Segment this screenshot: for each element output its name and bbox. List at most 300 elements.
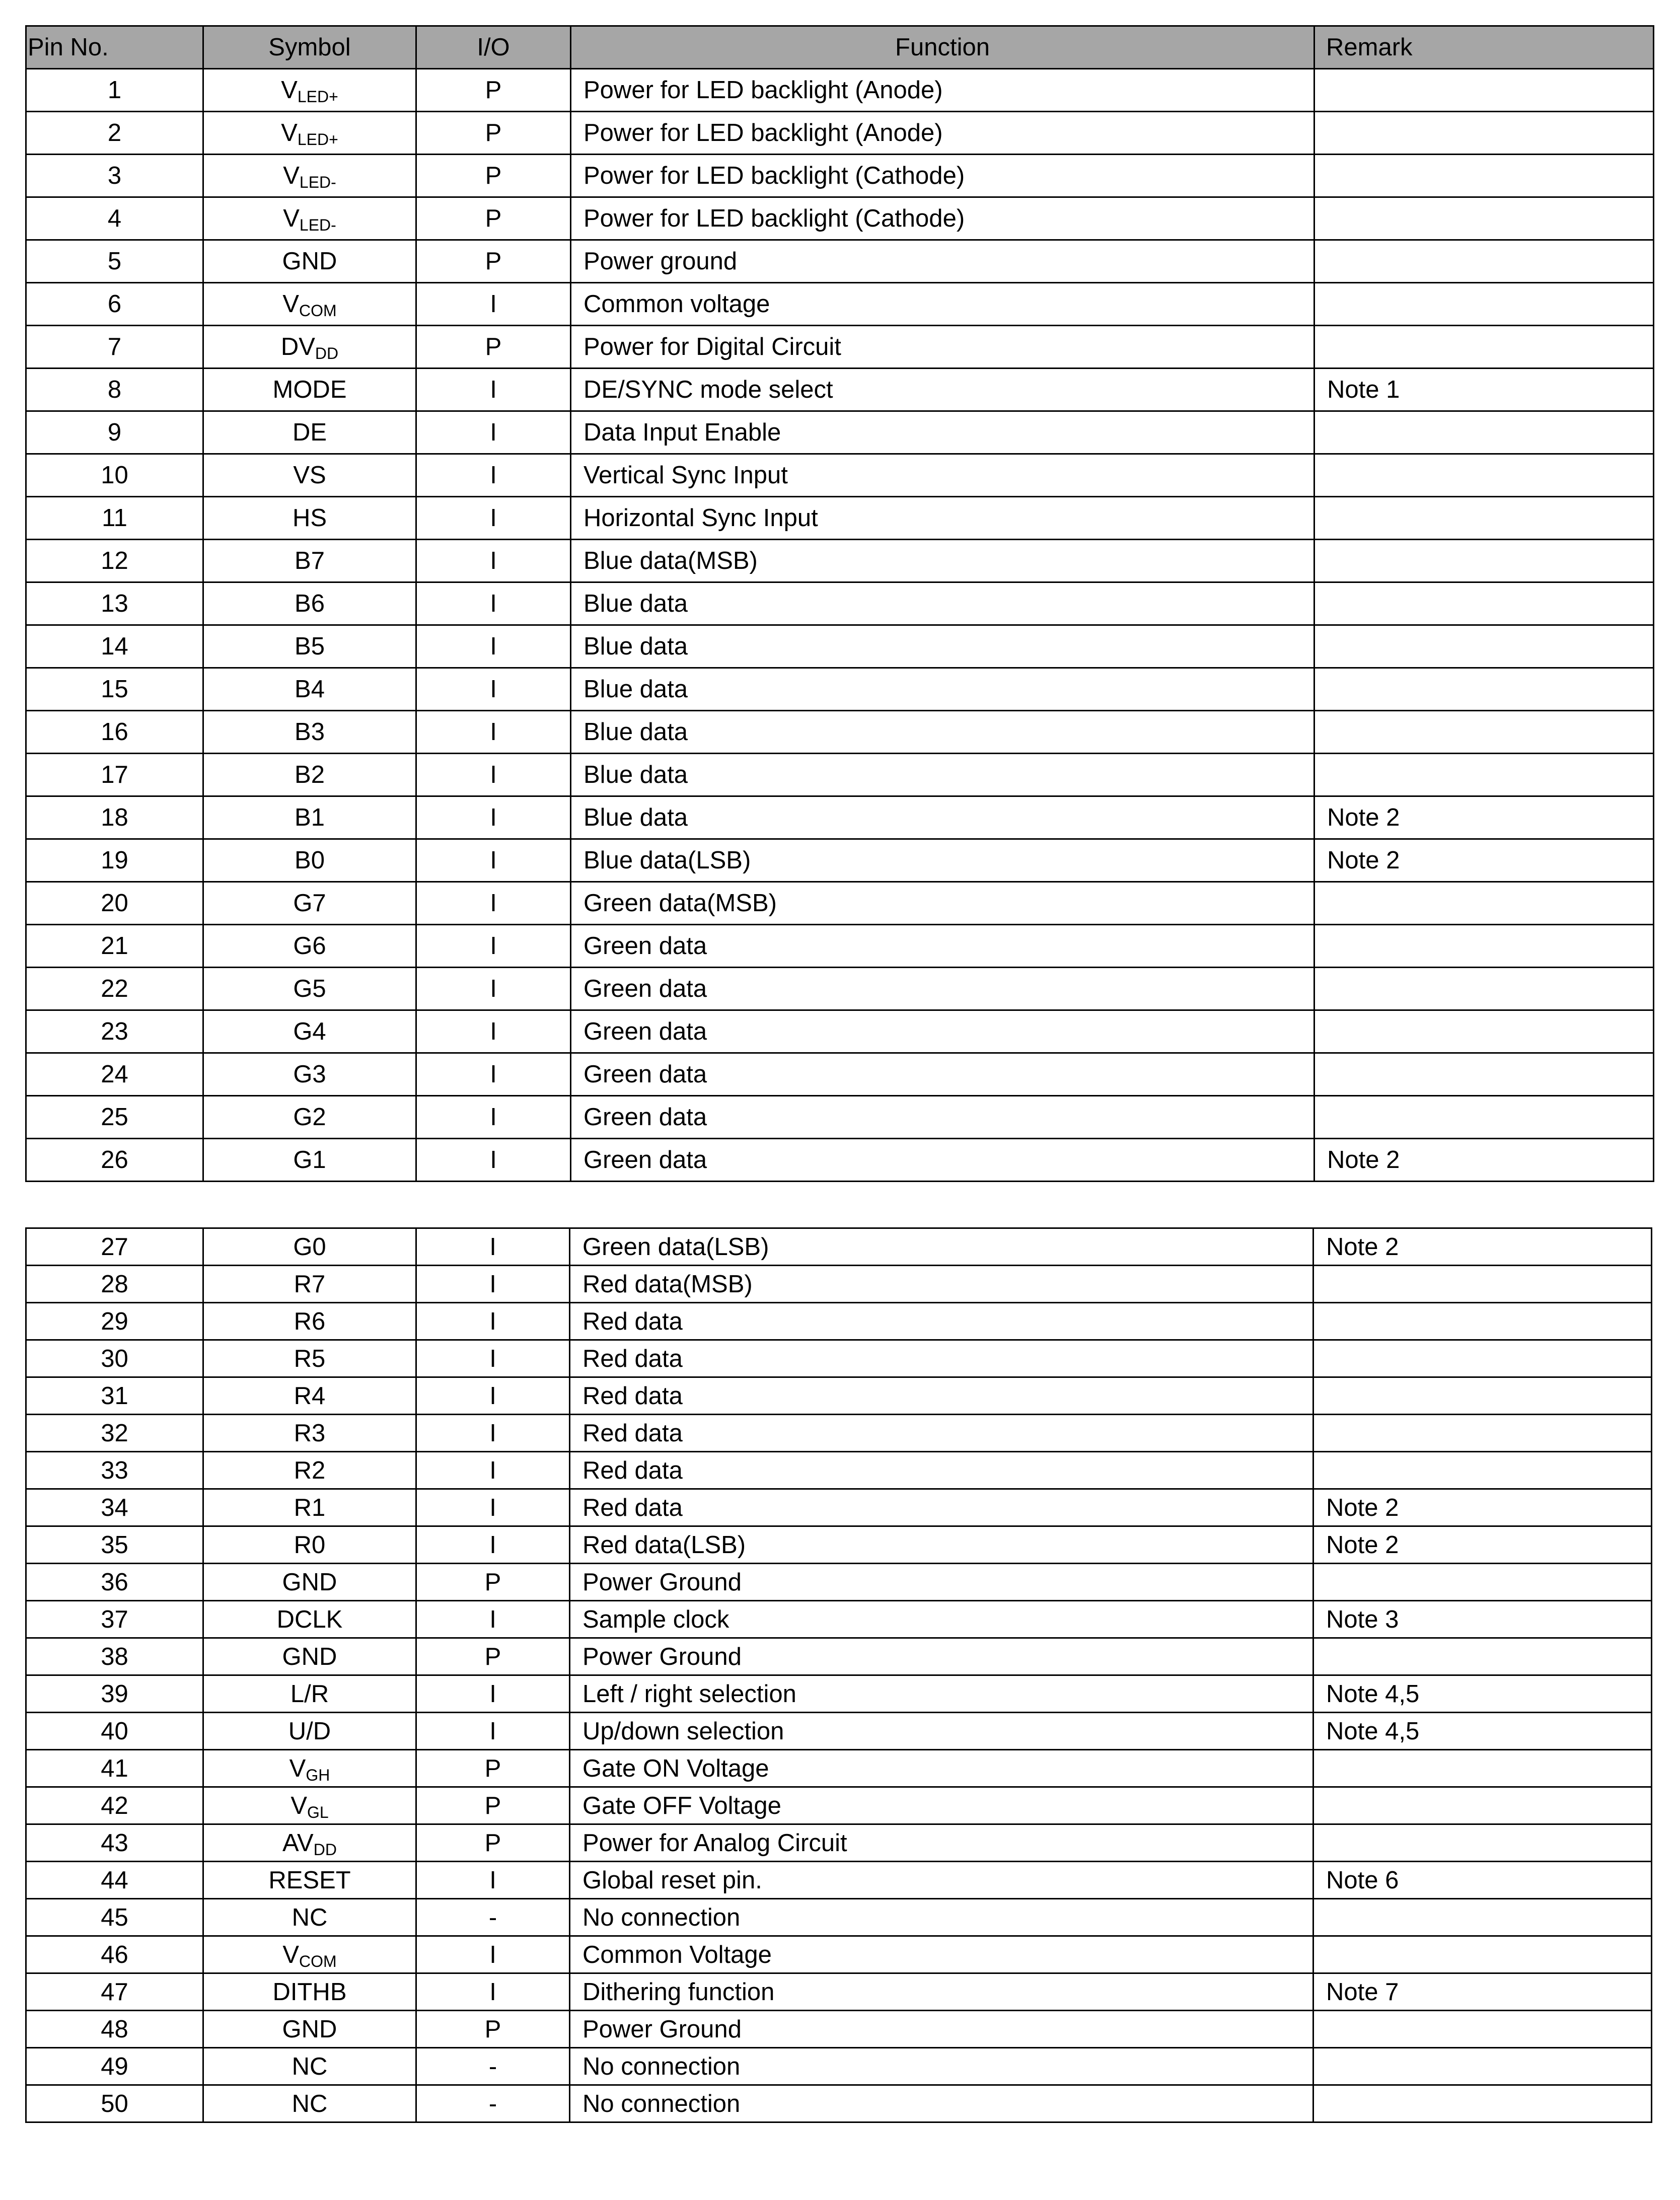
function-cell: Data Input Enable — [571, 411, 1314, 454]
table-row — [26, 326, 1654, 369]
pin-number-cell: 19 — [26, 839, 203, 882]
pin-number-cell: 37 — [26, 1601, 203, 1638]
function-cell: Red data(MSB) — [570, 1266, 1313, 1303]
symbol-cell — [203, 454, 416, 497]
symbol-text: V — [282, 1941, 300, 1968]
symbol-text: R0 — [294, 1531, 326, 1559]
function-cell: Gate ON Voltage — [570, 1750, 1313, 1787]
io-type-cell: P — [416, 326, 571, 369]
function-cell: No connection — [570, 2085, 1313, 2122]
symbol-cell — [203, 882, 416, 925]
remark-cell — [1314, 1096, 1654, 1139]
io-type-cell: I — [416, 1675, 570, 1713]
symbol-cell — [203, 1489, 416, 1526]
io-type-cell: I — [416, 1601, 570, 1638]
function-cell: Sample clock — [570, 1601, 1313, 1638]
table-row — [26, 1973, 1652, 2011]
table-row — [26, 1489, 1652, 1526]
remark-cell — [1314, 69, 1654, 112]
remark-cell: Note 2 — [1314, 796, 1654, 839]
function-cell: Green data — [571, 968, 1314, 1010]
pin-number-cell: 50 — [26, 2085, 203, 2122]
symbol-subscript: COM — [299, 1952, 337, 1970]
remark-cell — [1314, 925, 1654, 968]
io-type-cell: P — [416, 112, 571, 155]
io-type-cell: I — [416, 668, 571, 711]
io-type-cell: I — [416, 625, 571, 668]
pin-number-cell: 27 — [26, 1228, 203, 1266]
function-cell: No connection — [570, 2048, 1313, 2085]
symbol-cell — [203, 540, 416, 582]
table-row — [26, 1415, 1652, 1452]
symbol-subscript: DD — [313, 1840, 337, 1859]
remark-cell — [1313, 2011, 1652, 2048]
symbol-text: V — [281, 119, 298, 146]
symbol-text: B0 — [295, 847, 325, 874]
io-type-cell: I — [416, 1862, 570, 1899]
symbol-cell — [203, 411, 416, 454]
symbol-text: V — [283, 205, 300, 232]
function-cell: Green data(MSB) — [571, 882, 1314, 925]
table-row — [26, 1750, 1652, 1787]
pin-number-cell: 31 — [26, 1377, 203, 1415]
io-type-cell: I — [416, 1415, 570, 1452]
pin-number-cell: 17 — [26, 754, 203, 796]
table-row — [26, 283, 1654, 326]
io-type-cell: I — [416, 968, 571, 1010]
symbol-cell — [203, 582, 416, 625]
symbol-subscript: GH — [306, 1766, 330, 1784]
io-type-cell: - — [416, 1899, 570, 1936]
io-type-cell: P — [416, 1824, 570, 1862]
remark-cell — [1314, 540, 1654, 582]
symbol-cell — [203, 1899, 416, 1936]
remark-cell — [1313, 1303, 1652, 1340]
function-cell: Red data — [570, 1340, 1313, 1377]
remark-cell — [1313, 1266, 1652, 1303]
io-type-cell: I — [416, 711, 571, 754]
function-cell: Blue data(LSB) — [571, 839, 1314, 882]
function-cell: Vertical Sync Input — [571, 454, 1314, 497]
symbol-cell — [203, 1601, 416, 1638]
io-type-cell: I — [416, 1303, 570, 1340]
function-cell: Gate OFF Voltage — [570, 1787, 1313, 1824]
remark-cell — [1313, 1564, 1652, 1601]
remark-cell — [1314, 582, 1654, 625]
symbol-cell — [203, 839, 416, 882]
symbol-text: GND — [282, 2015, 337, 2043]
io-type-cell: I — [416, 540, 571, 582]
io-type-cell: I — [416, 882, 571, 925]
remark-cell — [1314, 711, 1654, 754]
symbol-cell — [203, 155, 416, 197]
pin-number-cell: 14 — [26, 625, 203, 668]
symbol-text: V — [289, 1754, 306, 1782]
table-row — [26, 454, 1654, 497]
table-row — [26, 1638, 1652, 1675]
symbol-text: DV — [280, 333, 315, 360]
function-cell: Red data — [570, 1452, 1313, 1489]
function-cell: Power for LED backlight (Anode) — [571, 112, 1314, 155]
symbol-text: G0 — [293, 1233, 326, 1261]
table-row — [26, 540, 1654, 582]
pin-number-cell: 48 — [26, 2011, 203, 2048]
io-type-cell: I — [416, 839, 571, 882]
symbol-text: DITHB — [272, 1978, 347, 2006]
symbol-cell — [203, 1340, 416, 1377]
remark-cell — [1313, 1340, 1652, 1377]
pin-number-cell: 23 — [26, 1010, 203, 1053]
symbol-text: R1 — [294, 1494, 326, 1521]
table-row — [26, 754, 1654, 796]
pin-number-cell: 4 — [26, 197, 203, 240]
remark-cell — [1313, 1750, 1652, 1787]
io-type-cell: - — [416, 2048, 570, 2085]
symbol-text: AV — [282, 1829, 314, 1857]
table-row — [26, 882, 1654, 925]
table-row — [26, 968, 1654, 1010]
symbol-text: GND — [282, 1643, 337, 1670]
pin-number-cell: 46 — [26, 1936, 203, 1973]
io-type-cell: I — [416, 1266, 570, 1303]
table-row — [26, 1340, 1652, 1377]
pin-number-cell: 26 — [26, 1139, 203, 1182]
symbol-cell — [203, 925, 416, 968]
table-row — [26, 411, 1654, 454]
symbol-text: G1 — [293, 1146, 326, 1174]
symbol-text: RESET — [268, 1866, 351, 1894]
io-type-cell: P — [416, 1750, 570, 1787]
symbol-text: B5 — [295, 633, 325, 660]
symbol-subscript: LED+ — [297, 130, 338, 149]
table-row — [26, 1139, 1654, 1182]
table-row — [26, 1266, 1652, 1303]
function-cell: Green data — [571, 925, 1314, 968]
io-type-cell: I — [416, 411, 571, 454]
symbol-cell — [203, 1973, 416, 2011]
remark-cell — [1314, 411, 1654, 454]
remark-cell — [1314, 454, 1654, 497]
pin-number-cell: 11 — [26, 497, 203, 540]
io-type-cell: I — [416, 497, 571, 540]
table-row — [26, 839, 1654, 882]
remark-cell: Note 2 — [1314, 839, 1654, 882]
pin-number-cell: 8 — [26, 369, 203, 411]
pin-number-cell: 22 — [26, 968, 203, 1010]
pin-number-cell: 42 — [26, 1787, 203, 1824]
remark-cell: Note 3 — [1313, 1601, 1652, 1638]
function-cell: Up/down selection — [570, 1713, 1313, 1750]
io-type-cell: I — [416, 1377, 570, 1415]
symbol-cell — [203, 1228, 416, 1266]
symbol-cell — [203, 968, 416, 1010]
io-type-cell: I — [416, 1340, 570, 1377]
function-cell: Power for LED backlight (Anode) — [571, 69, 1314, 112]
function-cell: Blue data — [571, 754, 1314, 796]
remark-cell — [1314, 326, 1654, 369]
symbol-text: L/R — [290, 1680, 329, 1708]
function-cell: Power for Digital Circuit — [571, 326, 1314, 369]
function-cell: Power Ground — [570, 2011, 1313, 2048]
pin-number-cell: 10 — [26, 454, 203, 497]
remark-cell: Note 4,5 — [1313, 1675, 1652, 1713]
io-type-cell: P — [416, 240, 571, 283]
pin-number-cell: 24 — [26, 1053, 203, 1096]
function-cell: Power for LED backlight (Cathode) — [571, 155, 1314, 197]
function-cell: Red data — [570, 1415, 1313, 1452]
symbol-cell — [203, 1638, 416, 1675]
pin-number-cell: 6 — [26, 283, 203, 326]
pin-number-cell: 49 — [26, 2048, 203, 2085]
table-row — [26, 240, 1654, 283]
symbol-subscript: LED- — [299, 216, 336, 234]
header-function: Function — [571, 26, 1314, 69]
header-io: I/O — [416, 26, 571, 69]
table-row — [26, 582, 1654, 625]
symbol-text: V — [283, 162, 300, 189]
remark-cell — [1313, 2048, 1652, 2085]
symbol-text: G4 — [293, 1018, 326, 1045]
remark-cell: Note 2 — [1313, 1526, 1652, 1564]
pin-number-cell: 47 — [26, 1973, 203, 2011]
remark-cell — [1314, 1053, 1654, 1096]
pin-number-cell: 20 — [26, 882, 203, 925]
remark-cell — [1313, 1824, 1652, 1862]
function-cell: Red data — [570, 1377, 1313, 1415]
pin-number-cell: 34 — [26, 1489, 203, 1526]
symbol-cell — [203, 1824, 416, 1862]
remark-cell — [1314, 754, 1654, 796]
table-row — [26, 197, 1654, 240]
symbol-text: G5 — [293, 975, 326, 1002]
symbol-text: B7 — [295, 547, 325, 574]
remark-cell — [1314, 283, 1654, 326]
pin-number-cell: 30 — [26, 1340, 203, 1377]
table-row — [26, 1564, 1652, 1601]
table-row — [26, 711, 1654, 754]
symbol-text: R7 — [294, 1270, 326, 1298]
symbol-cell — [203, 1936, 416, 1973]
symbol-cell — [203, 668, 416, 711]
symbol-cell — [203, 711, 416, 754]
table-row — [26, 796, 1654, 839]
symbol-cell — [203, 369, 416, 411]
io-type-cell: I — [416, 1228, 570, 1266]
symbol-cell — [203, 1564, 416, 1601]
remark-cell — [1314, 968, 1654, 1010]
symbol-cell — [203, 625, 416, 668]
header-symbol: Symbol — [203, 26, 416, 69]
symbol-cell — [203, 112, 416, 155]
remark-cell: Note 4,5 — [1313, 1713, 1652, 1750]
symbol-cell — [203, 69, 416, 112]
table-row — [26, 1675, 1652, 1713]
symbol-text: B2 — [295, 761, 325, 788]
symbol-text: V — [290, 1792, 307, 1819]
io-type-cell: I — [416, 582, 571, 625]
remark-cell — [1314, 497, 1654, 540]
symbol-subscript: GL — [307, 1803, 329, 1821]
table-row — [26, 668, 1654, 711]
function-cell: Green data(LSB) — [570, 1228, 1313, 1266]
io-type-cell: I — [416, 454, 571, 497]
table-row — [26, 2011, 1652, 2048]
table-row — [26, 1452, 1652, 1489]
table-row — [26, 1526, 1652, 1564]
symbol-cell — [203, 1377, 416, 1415]
function-cell: DE/SYNC mode select — [571, 369, 1314, 411]
remark-cell: Note 2 — [1313, 1489, 1652, 1526]
table-row — [26, 1096, 1654, 1139]
symbol-text: MODE — [272, 376, 347, 403]
symbol-cell — [203, 240, 416, 283]
function-cell: Blue data — [571, 796, 1314, 839]
symbol-cell — [203, 2011, 416, 2048]
pin-number-cell: 39 — [26, 1675, 203, 1713]
pin-number-cell: 28 — [26, 1266, 203, 1303]
io-type-cell: P — [416, 155, 571, 197]
pin-number-cell: 33 — [26, 1452, 203, 1489]
symbol-cell — [203, 1713, 416, 1750]
pin-table-part2 — [25, 1227, 1652, 2123]
symbol-text: U/D — [288, 1717, 331, 1745]
table-row — [26, 2085, 1652, 2122]
table-row — [26, 1601, 1652, 1638]
pin-number-cell: 32 — [26, 1415, 203, 1452]
pin-number-cell: 9 — [26, 411, 203, 454]
function-cell: Green data — [571, 1010, 1314, 1053]
io-type-cell: I — [416, 1139, 571, 1182]
io-type-cell: I — [416, 1936, 570, 1973]
pin-number-cell: 29 — [26, 1303, 203, 1340]
io-type-cell: I — [416, 283, 571, 326]
symbol-cell — [203, 796, 416, 839]
remark-cell — [1313, 2085, 1652, 2122]
pin-number-cell: 12 — [26, 540, 203, 582]
table-header-row — [26, 26, 1654, 69]
pin-number-cell: 13 — [26, 582, 203, 625]
table-row — [26, 1303, 1652, 1340]
remark-cell — [1314, 197, 1654, 240]
function-cell: Red data — [570, 1489, 1313, 1526]
function-cell: Green data — [571, 1053, 1314, 1096]
symbol-text: B6 — [295, 590, 325, 617]
remark-cell: Note 2 — [1313, 1228, 1652, 1266]
pin-number-cell: 40 — [26, 1713, 203, 1750]
symbol-cell — [203, 497, 416, 540]
remark-cell: Note 6 — [1313, 1862, 1652, 1899]
table-row — [26, 1377, 1652, 1415]
table-row — [26, 1936, 1652, 1973]
table-row — [26, 369, 1654, 411]
remark-cell — [1313, 1936, 1652, 1973]
function-cell: Blue data — [571, 625, 1314, 668]
symbol-cell — [203, 1750, 416, 1787]
io-type-cell: I — [416, 1010, 571, 1053]
table-row — [26, 1713, 1652, 1750]
remark-cell — [1313, 1638, 1652, 1675]
pin-number-cell: 44 — [26, 1862, 203, 1899]
symbol-subscript: LED+ — [297, 88, 338, 106]
io-type-cell: I — [416, 1452, 570, 1489]
io-type-cell: P — [416, 1638, 570, 1675]
function-cell: Red data — [570, 1303, 1313, 1340]
symbol-text: B3 — [295, 718, 325, 746]
symbol-text: B1 — [295, 804, 325, 831]
pin-table-part1 — [25, 25, 1654, 1182]
remark-cell — [1314, 625, 1654, 668]
table-row — [26, 497, 1654, 540]
remark-cell — [1314, 155, 1654, 197]
symbol-cell — [203, 1266, 416, 1303]
pin-number-cell: 18 — [26, 796, 203, 839]
pin-number-cell: 41 — [26, 1750, 203, 1787]
io-type-cell: I — [416, 369, 571, 411]
pin-table-body-part1 — [26, 69, 1654, 1182]
symbol-text: GND — [282, 248, 337, 275]
pin-number-cell: 25 — [26, 1096, 203, 1139]
io-type-cell: I — [416, 1096, 571, 1139]
pin-number-cell: 15 — [26, 668, 203, 711]
symbol-text: DE — [292, 419, 327, 446]
function-cell: Blue data — [571, 668, 1314, 711]
table-row — [26, 1824, 1652, 1862]
function-cell: Horizontal Sync Input — [571, 497, 1314, 540]
function-cell: Green data — [571, 1096, 1314, 1139]
symbol-cell — [203, 1526, 416, 1564]
pin-number-cell: 7 — [26, 326, 203, 369]
remark-cell: Note 7 — [1313, 1973, 1652, 2011]
symbol-text: NC — [291, 2090, 328, 2117]
io-type-cell: I — [416, 754, 571, 796]
io-type-cell: I — [416, 1973, 570, 2011]
symbol-text: R5 — [294, 1345, 326, 1372]
symbol-subscript: LED- — [299, 173, 336, 191]
remark-cell — [1314, 668, 1654, 711]
symbol-text: VS — [293, 462, 326, 489]
symbol-text: R4 — [294, 1382, 326, 1410]
function-cell: Common Voltage — [570, 1936, 1313, 1973]
symbol-cell — [203, 1096, 416, 1139]
function-cell: Blue data(MSB) — [571, 540, 1314, 582]
table-row — [26, 1899, 1652, 1936]
io-type-cell: I — [416, 1526, 570, 1564]
remark-cell — [1314, 1010, 1654, 1053]
symbol-cell — [203, 754, 416, 796]
symbol-text: G2 — [293, 1104, 326, 1131]
remark-cell — [1314, 882, 1654, 925]
pin-number-cell: 36 — [26, 1564, 203, 1601]
table-row — [26, 625, 1654, 668]
pin-number-cell: 35 — [26, 1526, 203, 1564]
io-type-cell: P — [416, 197, 571, 240]
pin-number-cell: 5 — [26, 240, 203, 283]
symbol-cell — [203, 1010, 416, 1053]
io-type-cell: I — [416, 1489, 570, 1526]
table-row — [26, 1787, 1652, 1824]
pin-number-cell: 16 — [26, 711, 203, 754]
symbol-cell — [203, 1053, 416, 1096]
remark-cell — [1313, 1377, 1652, 1415]
pin-number-cell: 38 — [26, 1638, 203, 1675]
function-cell: Common voltage — [571, 283, 1314, 326]
symbol-text: R6 — [294, 1307, 326, 1335]
pin-number-cell: 3 — [26, 155, 203, 197]
function-cell: Global reset pin. — [570, 1862, 1313, 1899]
symbol-text: G6 — [293, 932, 326, 960]
header-pin-no: Pin No. — [26, 26, 203, 69]
symbol-cell — [203, 197, 416, 240]
